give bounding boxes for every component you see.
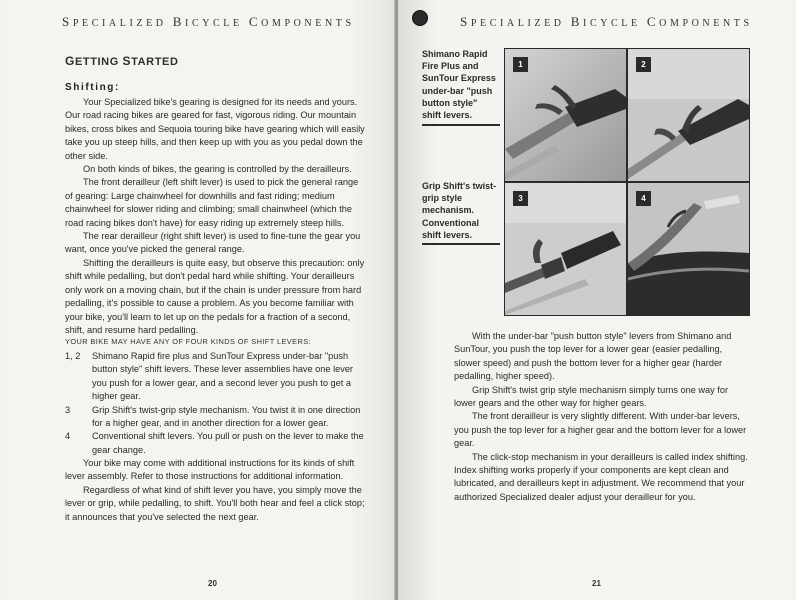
paragraph: With the under-bar "push button style" levers from Shimano and SunTour, you push the top lever for a lower gear (easier pedalling, slower speed) and push the bottom lever for a higher gear (harder pedalling, higher speed). xyxy=(454,331,732,382)
paragraph: Shifting the derailleurs is quite easy, but observe this precaution: only shift while pedalling, but don't pedal hard while shifting. Your derailleurs only work on a moving chain, but if the chain is under pressure from hard pedalling, it's possible to cause a problem. As you become familiar with your bike, you'll learn to let up on the pedals for a fraction of a second, shift, and resume hard pedalling. xyxy=(65,257,365,335)
left-running-head: SPECIALIZED BICYCLE COMPONENTS xyxy=(62,14,355,29)
outro-text xyxy=(65,457,367,524)
list-text: Shimano Rapid fire plus and SunTour Express under-bar "push button style" shift levers. These lever assemblies have one lever you push for a lower gear, and a second lever you push to get a higher gear. xyxy=(92,351,353,402)
paragraph: Regardless of what kind of shift lever you have, you simply move the lever or grip, while pedalling, to shift. You'll both hear and feel a click stop; it announces that you've selected the next gear. xyxy=(65,484,365,522)
section-title: GETTING STARTED xyxy=(65,54,179,68)
photo-grip-shift xyxy=(505,183,626,315)
binding-hole-icon xyxy=(412,10,428,26)
right-running-head: SPECIALIZED BICYCLE COMPONENTS xyxy=(460,14,753,29)
list-text: Conventional shift levers. You pull or push on the lever to make the gear change. xyxy=(92,431,364,455)
photo-caption-1-2: Shimano Rapid Fire Plus and SunTour Express under-bar "push button style" shift levers. xyxy=(422,49,496,121)
photo-suntour-lever xyxy=(628,49,749,181)
right-page xyxy=(398,0,792,600)
paragraph: The click-stop mechanism in your derailleurs is called index shifting. Index shifting works properly if your components are kept clean and lubricated, and derailleurs kept in adjustment. We recommend that your authorized Specialized dealer adjust your derailleur for you. xyxy=(454,451,748,502)
photo-caption-3-4: Grip Shift's twist-grip style mechanism. Conventional shift levers. xyxy=(422,181,497,240)
photo-conventional-lever xyxy=(628,183,749,315)
photo-label: 4 xyxy=(636,191,651,206)
page-number: 21 xyxy=(592,579,601,588)
list-item xyxy=(65,430,365,457)
list-number: 4 xyxy=(65,431,71,442)
right-body-text xyxy=(454,330,750,504)
paragraph: On both kinds of bikes, the gearing is controlled by the derailleurs. xyxy=(83,164,352,175)
list-item xyxy=(65,404,365,431)
paragraph: Your Specialized bike's gearing is designed for its needs and yours. Our road racing bikes are geared for fast, vigorous riding. Our mountain bikes, cross bikes and Sequoia touring bike have gearing which will easily take you up steep hills, and then keep up with you as you pedal down the other side. xyxy=(65,97,365,161)
list-item xyxy=(65,350,365,404)
list-number: 1, 2 xyxy=(65,351,81,361)
page-number: 20 xyxy=(208,579,217,588)
paragraph: The front derailleur (left shift lever) is used to pick the general range of gearing: Large chainwheel for downhills and fast riding; medium chainwheel for slower riding and climbing; small chainwheel (which the road racing bikes don't have) for easy riding up extremely steep hills. xyxy=(65,177,359,228)
shifting-subhead: Shifting: xyxy=(65,82,120,93)
paragraph: The rear derailleur (right shift lever) is used to fine-tune the gear you want, once you've picked the general range. xyxy=(65,231,361,255)
paragraph: Grip Shift's twist grip style mechanism simply turns one way for lower gears and the other way for higher gears. xyxy=(454,384,729,409)
paragraph: The front derailleur is very slightly different. With under-bar levers, you push the top lever for a higher gear and the bottom lever for a lower gear. xyxy=(454,411,747,449)
photo-grid xyxy=(504,48,750,316)
left-page xyxy=(6,0,396,600)
photo-label: 1 xyxy=(513,57,528,72)
list-heading: YOUR BIKE MAY HAVE ANY OF FOUR KINDS OF SHIFT LEVERS: xyxy=(65,337,311,346)
photo-rapid-fire-lever xyxy=(505,49,626,181)
caption-rule xyxy=(422,124,500,126)
shift-lever-list xyxy=(65,350,365,457)
photo-label: 3 xyxy=(513,191,528,206)
photo-label: 2 xyxy=(636,57,651,72)
list-text: Grip Shift's twist-grip style mechanism. You twist it in one direction for a higher gear, and in another direction for a lower gear. xyxy=(92,404,361,429)
paragraph: Your bike may come with additional instructions for its kinds of shift lever assembly. Refer to those instructions for additional information. xyxy=(65,458,355,482)
intro-text xyxy=(65,96,367,337)
caption-rule xyxy=(422,243,500,245)
list-number: 3 xyxy=(65,404,71,415)
